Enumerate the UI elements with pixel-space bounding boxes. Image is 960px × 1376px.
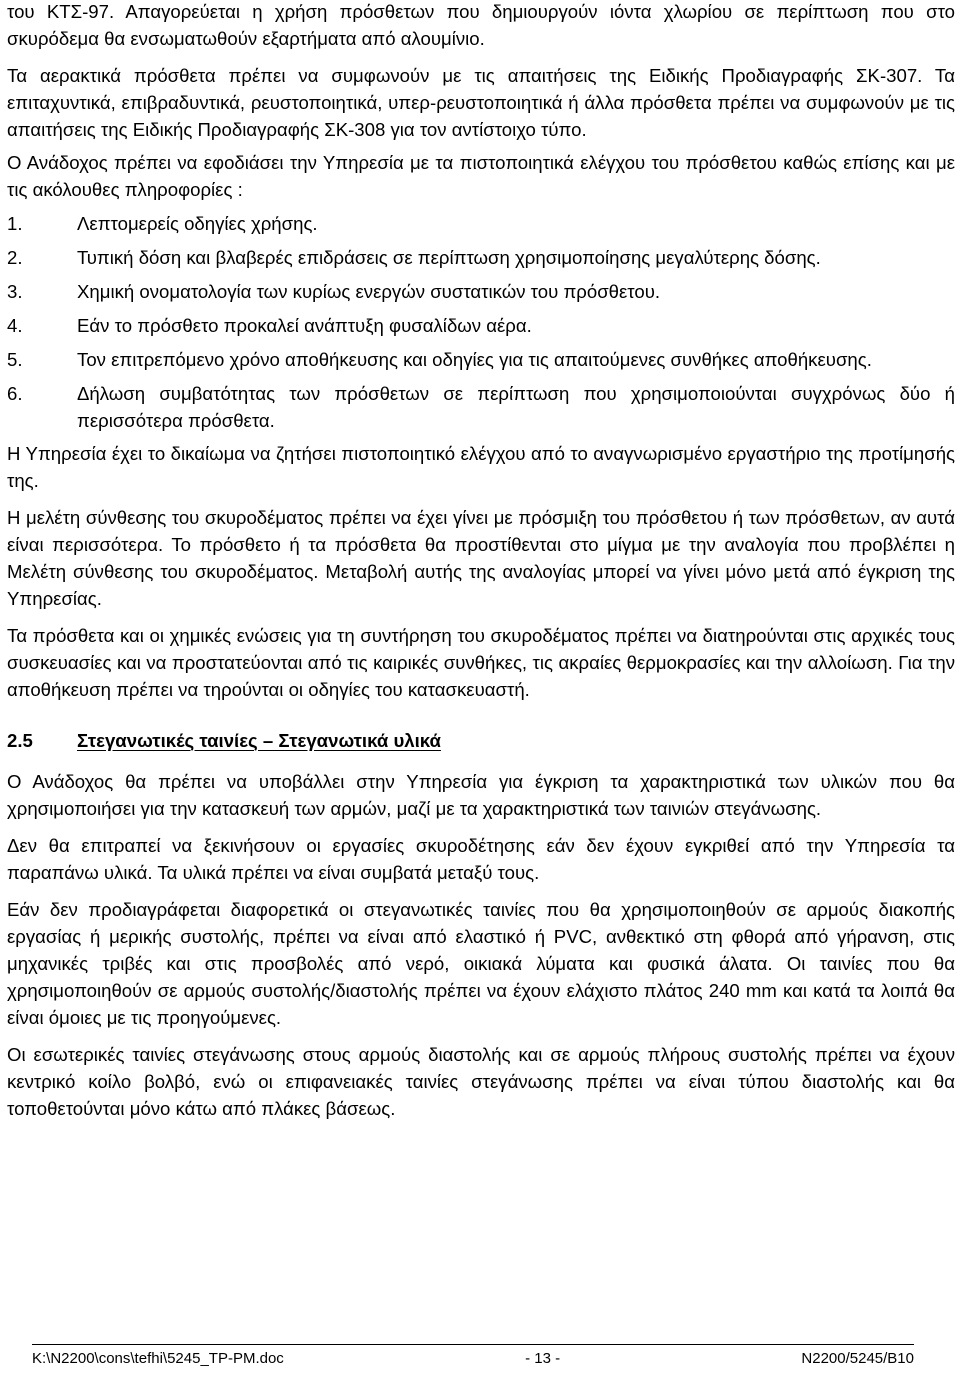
list-item-number: 3. bbox=[7, 281, 23, 302]
list-item bbox=[7, 312, 955, 339]
list-item-text: Λεπτομερείς οδηγίες χρήσης. bbox=[77, 213, 318, 234]
paragraph-joint-materials: Ο Ανάδοχος θα πρέπει να υποβάλλει στην Υπηρεσία για έγκριση τα χαρακτηριστικά των υλικών που θα χρησιμοποιήσει για την κατασκευή των αρμών, μαζί με τα χαρακτηριστικά των ταινιών στεγάνωσης. bbox=[7, 771, 955, 819]
section-heading bbox=[7, 727, 955, 754]
list-item-number: 5. bbox=[7, 349, 23, 370]
list-item bbox=[7, 278, 955, 305]
info-list bbox=[7, 210, 955, 434]
paragraph-approval-required: Δεν θα επιτραπεί να ξεκινήσουν οι εργασίες σκυροδέτησης εάν δεν έχουν εγκριθεί από την Υπηρεσία τα παραπάνω υλικά. Τα υλικά πρέπει να είναι συμβατά μεταξύ τους. bbox=[7, 835, 955, 883]
list-item-text: Εάν το πρόσθετο προκαλεί ανάπτυξη φυσαλίδων αέρα. bbox=[77, 315, 532, 336]
paragraph-sealing-strips-spec: Εάν δεν προδιαγράφεται διαφορετικά οι στεγανωτικές ταινίες που θα χρησιμοποιηθούν σε αρμούς διακοπής εργασίας ή μερικής συστολής, πρέπει να είναι από ελαστικό ή PVC, ανθεκτικό στη φθορά από γήρανση, στις μηχανικές τριβές και στις προσβολές από νερό, οικιακά λύματα και φυσικά άλατα. Οι ταινίες που θα χρησιμοποιηθούν σε αρμούς συστολής/διαστολής πρέπει να έχουν ελάχιστο πλάτος 240 mm και κατά τα λοιπά θα είναι όμοιες με τις προηγούμενες. bbox=[7, 899, 955, 1028]
page-footer bbox=[32, 1344, 914, 1368]
list-item bbox=[7, 210, 955, 237]
document-page bbox=[7, 0, 955, 1122]
section-title: Στεγανωτικές ταινίες – Στεγανωτικά υλικά bbox=[77, 730, 441, 751]
list-item-number: 2. bbox=[7, 247, 23, 268]
paragraph-lab-certificate: Η Υπηρεσία έχει το δικαίωμα να ζητήσει πιστοποιητικό ελέγχου από το αναγνωρισμένο εργαστήριο της προτίμησής της. bbox=[7, 443, 955, 491]
paragraph-storage: Τα πρόσθετα και οι χημικές ενώσεις για τη συντήρηση του σκυροδέματος πρέπει να διατηρούνται στις αρχικές τους συσκευασίες και να προστατεύονται από τις καιρικές συνθήκες, τις ακραίες θερμοκρασίες και την αλλοίωση. Για την αποθήκευση πρέπει να τηρούνται οι οδηγίες του κατασκευαστή. bbox=[7, 625, 955, 700]
list-item-number: 4. bbox=[7, 315, 23, 336]
list-item-text: Τον επιτρεπόμενο χρόνο αποθήκευσης και οδηγίες για τις απαιτούμενες συνθήκες αποθήκευσης. bbox=[77, 349, 872, 370]
list-item bbox=[7, 380, 955, 434]
paragraph-contractor-certificates: Ο Ανάδοχος πρέπει να εφοδιάσει την Υπηρεσία με τα πιστοποιητικά ελέγχου του πρόσθετου καθώς επίσης και με τις ακόλουθες πληροφορίες : bbox=[7, 152, 955, 200]
footer-doc-code: N2200/5245/B10 bbox=[801, 1350, 914, 1367]
paragraph-additives-chloride: του ΚΤΣ-97. Απαγορεύεται η χρήση πρόσθετων που δημιουργούν ιόντα χλωρίου σε περίπτωση που στο σκυρόδεμα θα ενσωματωθούν εξαρτήματα από αλουμίνιο. bbox=[7, 1, 955, 49]
list-item-text: Χημική ονοματολογία των κυρίως ενεργών συστατικών του πρόσθετου. bbox=[77, 281, 661, 302]
section-number: 2.5 bbox=[7, 730, 33, 751]
footer-page-number: - 13 - bbox=[525, 1350, 561, 1367]
paragraph-internal-strips: Οι εσωτερικές ταινίες στεγάνωσης στους αρμούς διαστολής και σε αρμούς πλήρους συστολής πρέπει να έχουν κεντρικό κοίλο βολβό, ενώ οι επιφανειακές ταινίες στεγάνωσης πρέπει να είναι τύπου διαστολής και θα τοποθετούνται μόνο κάτω από πλάκες βάσεως. bbox=[7, 1044, 955, 1119]
paragraph-air-entraining: Τα αερακτικά πρόσθετα πρέπει να συμφωνούν με τις απαιτήσεις της Ειδικής Προδιαγραφής ΣΚ-307. Τα επιταχυντικά, επιβραδυντικά, ρευστοποιητικά, υπερ-ρευστοποιητικά ή άλλα πρόσθετα πρέπει να συμφωνούν με τις απαιτήσεις της Ειδικής Προδιαγραφής ΣΚ-308 για τον αντίστοιχο τύπο. bbox=[7, 65, 955, 140]
list-item-text: Δήλωση συμβατότητας των πρόσθετων σε περίπτωση που χρησιμοποιούνται συγχρόνως δύο ή περισσότερα πρόσθετα. bbox=[77, 383, 955, 431]
list-item-text: Τυπική δόση και βλαβερές επιδράσεις σε περίπτωση χρησιμοποίησης μεγαλύτερης δόσης. bbox=[77, 247, 821, 268]
list-item bbox=[7, 244, 955, 271]
footer-file-path: K:\N2200\cons\tefhi\5245_TP-PM.doc bbox=[32, 1350, 284, 1367]
list-item-number: 6. bbox=[7, 383, 23, 404]
list-item bbox=[7, 346, 955, 373]
list-item-number: 1. bbox=[7, 213, 23, 234]
paragraph-mix-design: Η μελέτη σύνθεσης του σκυροδέματος πρέπει να έχει γίνει με πρόσμιξη του πρόσθετου ή των πρόσθετων, αν αυτά είναι περισσότερα. Το πρόσθετο ή τα πρόσθετα θα προστίθενται στο μίγμα με την αναλογία που προβλέπει η Μελέτη σύνθεσης του σκυροδέματος. Μεταβολή αυτής της αναλογίας μπορεί να γίνει μόνο μετά από έγκριση της Υπηρεσίας. bbox=[7, 507, 955, 609]
